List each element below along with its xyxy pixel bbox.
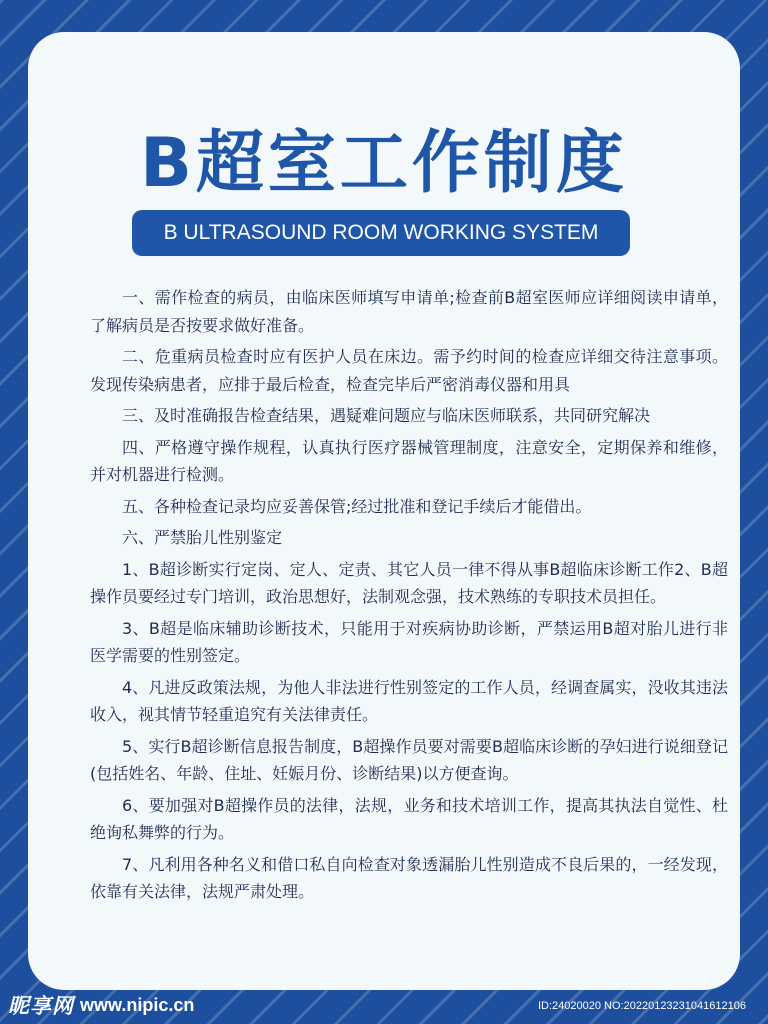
paragraph-2: 二、危重病员检查时应有医护人员在床边。需予约时间的检查应详细交待注意事项。发现传染病患者，应排于最后检查，检查完毕后严密消毒仪器和用具 <box>90 347 728 394</box>
paragraph-8: 3、B超是临床辅助诊断技术，只能用于对疾病协助诊断，严禁运用B超对胎儿进行非医学需要的性别签定。 <box>90 618 728 665</box>
watermark-url: www.nipic.cn <box>80 994 195 1015</box>
paragraph-7: 1、B超诊断实行定岗、定人、定责、其它人员一律不得从事B超临床诊断工作2、B超操作员要经过专门培训，政治思想好，法制观念强，技术熟练的专职技术员担任。 <box>90 559 728 606</box>
regulation-body <box>90 284 728 910</box>
paragraph-9: 4、凡进反政策法规，为他人非法进行性别签定的工作人员，经调查属实，没收其违法收入，视其情节轻重追究有关法律责任。 <box>90 677 728 724</box>
subtitle-text: B ULTRASOUND ROOM WORKING SYSTEM <box>163 221 599 244</box>
paragraph-3: 三、及时准确报告检查结果，遇疑难问题应与临床医师联系，共同研究解决 <box>122 406 651 425</box>
watermark-brand: 昵享网 <box>8 994 74 1018</box>
paragraph-6: 六、严禁胎儿性别鉴定 <box>122 528 283 547</box>
paragraph-10: 5、实行B超诊断信息报告制度，B超操作员要对需要B超临床诊断的孕妇进行说细登记(包括姓名、年龄、住址、妊娠月份、诊断结果)以方便查询。 <box>90 736 728 783</box>
subtitle-banner <box>132 210 630 256</box>
watermark-logo <box>8 990 194 1020</box>
notice-card <box>28 32 740 990</box>
paragraph-12: 7、凡利用各种名义和借口私自向检查对象透漏胎儿性别造成不良后果的，一经发现，依靠有关法律，法规严肃处理。 <box>90 854 728 901</box>
paragraph-11: 6、要加强对B超操作员的法律，法规，业务和技术培训工作，提高其执法自觉性、杜绝询私舞弊的行为。 <box>90 795 728 842</box>
paragraph-1: 一、需作检查的病员，由临床医师填写申请单;检查前B超室医师应详细阅读申请单，了解病员是否按要求做好准备。 <box>90 288 728 335</box>
page-title: B超室工作制度 <box>140 124 628 203</box>
watermark-id: ID:24020020 NO:20220123231041612106 <box>538 1000 746 1012</box>
paragraph-5: 五、各种检查记录均应妥善保管;经过批准和登记手续后才能借出。 <box>122 496 592 516</box>
paragraph-4: 四、严格遵守操作规程，认真执行医疗器械管理制度，注意安全，定期保养和维修，并对机器进行检测。 <box>90 437 728 484</box>
